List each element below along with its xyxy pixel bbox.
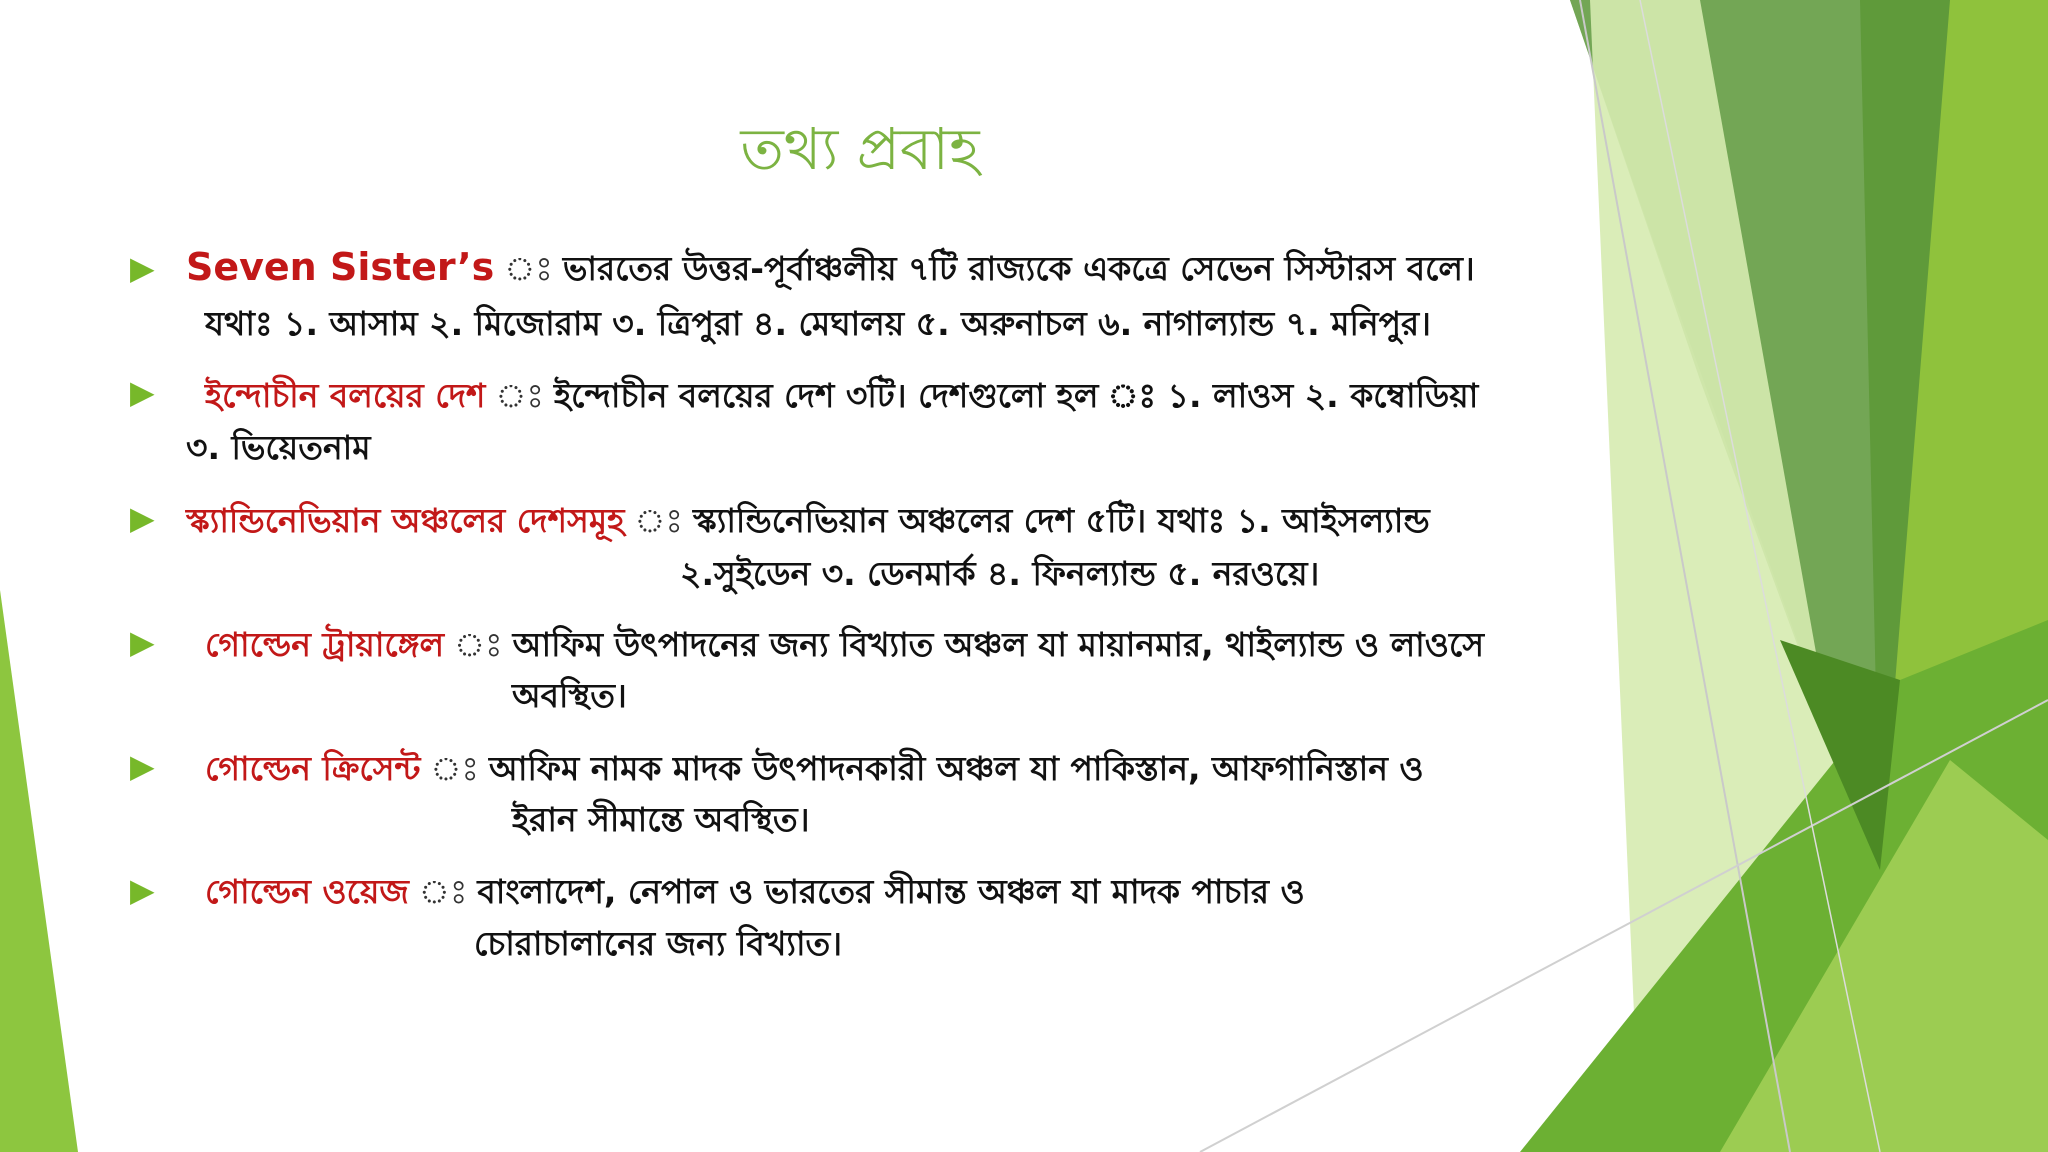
bullet-arrow-icon: ▶ [130, 871, 155, 909]
separator: ঃ [430, 749, 479, 788]
item-2-line-1 [205, 370, 1478, 426]
item-6-text-1: বাংলাদেশ, নেপাল ও ভারতের সীমান্ত অঞ্চল যা মাদক পাচার ও [477, 872, 1305, 911]
item-1-text-2: যথাঃ ১. আসাম ২. মিজোরাম ৩. ত্রিপুরা ৪. মেঘালয় ৫. অরুনাচল ৬. নাগাল্যান্ড ৭. মনিপুর। [205, 304, 1431, 343]
separator: ঃ [454, 625, 503, 664]
slide-title: তথ্য প্রবাহ [740, 115, 980, 183]
item-1-text-1: ভারতের উত্তর-পূর্বাঞ্চলীয় ৭টি রাজ্যকে একত্রে সেভেন সিস্টারস বলে। [562, 249, 1475, 288]
bullet-arrow-icon: ▶ [130, 499, 155, 537]
bullet-arrow-icon: ▶ [130, 623, 155, 661]
item-6-text-2: চোরাচালানের জন্য বিখ্যাত। [474, 924, 843, 963]
bullet-arrow-icon: ▶ [130, 373, 155, 411]
separator: ঃ [418, 872, 468, 911]
bullet-arrow-icon: ▶ [130, 249, 155, 287]
item-2-text-2: ৩. ভিয়েতনাম [186, 428, 371, 467]
term-scandinavia: স্ক্যান্ডিনেভিয়ান অঞ্চলের দেশসমূহ [186, 501, 625, 540]
separator: ঃ [634, 501, 684, 540]
separator: ঃ [495, 376, 544, 415]
term-indochina: ইন্দোচীন বলয়ের দেশ [205, 376, 486, 415]
separator: ঃ [504, 249, 553, 288]
item-3-text-2: ২.সুইডেন ৩. ডেনমার্ক ৪. ফিনল্যান্ড ৫. নরওয়ে। [680, 554, 1320, 593]
item-3-text-1: স্ক্যান্ডিনেভিয়ান অঞ্চলের দেশ ৫টি। যথাঃ ১. আইসল্যান্ড [693, 501, 1430, 540]
item-2-text-1: ইন্দোচীন বলয়ের দেশ ৩টি। দেশগুলো হল ঃ ১. লাওস ২. কম্বোডিয়া [553, 376, 1479, 415]
item-4-text-2: অবস্থিত। [512, 676, 627, 715]
item-4-text-1: আফিম উৎপাদনের জন্য বিখ্যাত অঞ্চল যা মায়ানমার, থাইল্যান্ড ও লাওসে [512, 625, 1485, 664]
item-5-text-2: ইরান সীমান্তে অবস্থিত। [512, 800, 810, 839]
item-5-text-1: আফিম নামক মাদক উৎপাদনকারী অঞ্চল যা পাকিস্তান, আফগানিস্তান ও [488, 749, 1424, 788]
item-4-line-1 [205, 619, 1484, 675]
term-seven-sisters: Seven Sister’s [186, 245, 495, 289]
term-golden-crescent: গোল্ডেন ক্রিসেন্ট [205, 749, 421, 788]
term-golden-triangle: গোল্ডেন ট্রায়াঙ্গেল [205, 625, 445, 664]
bullet-arrow-icon: ▶ [130, 747, 155, 785]
left-green-wedge [0, 590, 78, 1152]
term-golden-wedge: গোল্ডেন ওয়েজ [205, 872, 409, 911]
item-1-line-1 [186, 243, 1475, 299]
item-6-line-1 [205, 866, 1305, 922]
item-5-line-1 [205, 743, 1424, 799]
item-3-line-1 [186, 495, 1430, 551]
